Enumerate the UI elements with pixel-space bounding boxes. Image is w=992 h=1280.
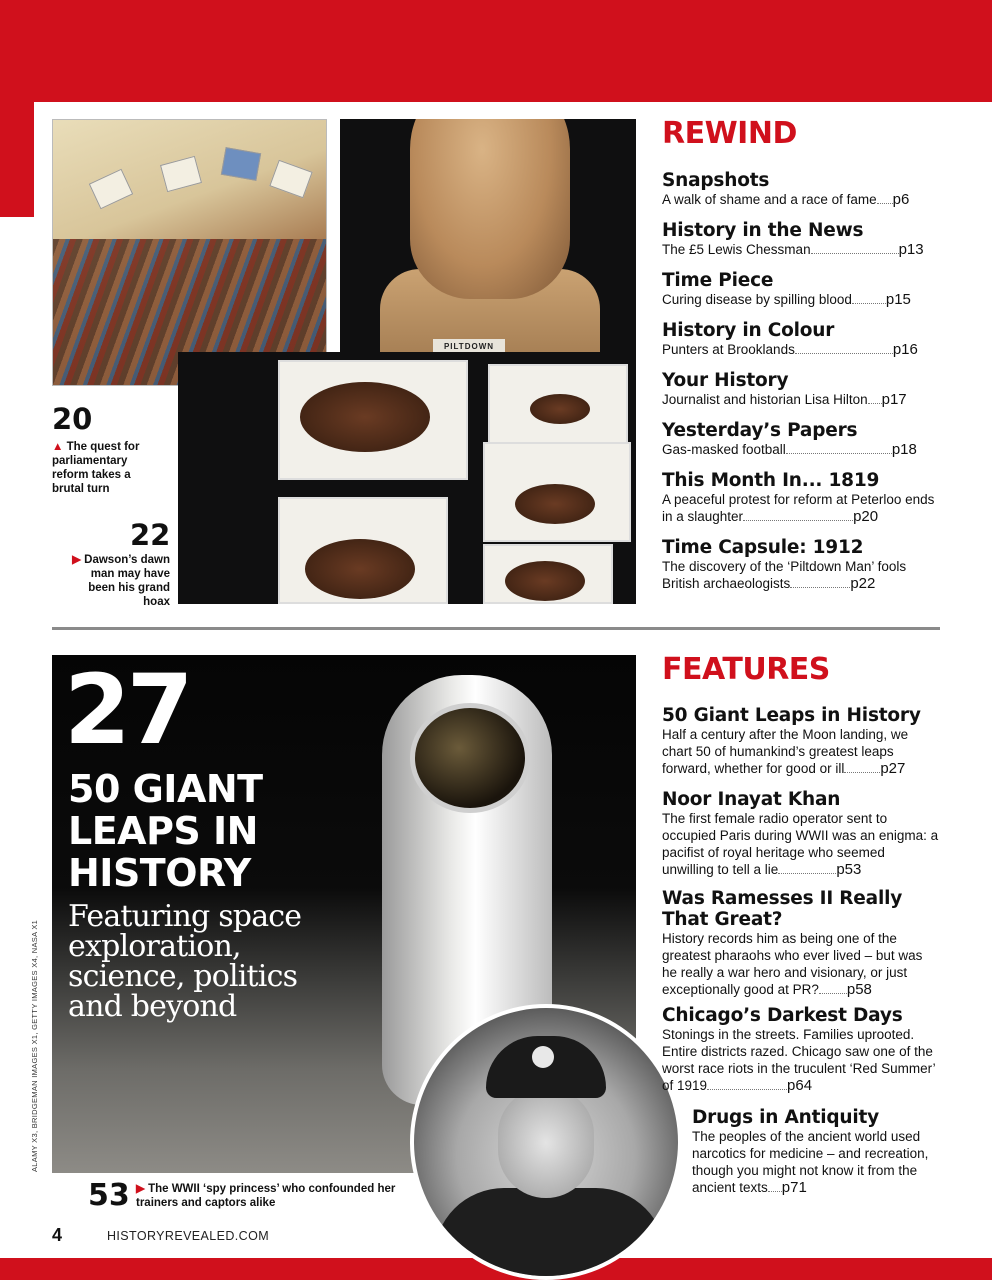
- entry-heading: History in the News: [662, 220, 864, 241]
- features-entry[interactable]: [662, 1005, 940, 1094]
- caption-22-text: Dawson’s dawn man may have been his grand hoax: [84, 554, 170, 608]
- website-link[interactable]: HISTORYREVEALED.COM: [107, 1229, 270, 1243]
- rewind-entry[interactable]: [662, 170, 940, 208]
- peterloo-illustration: [52, 119, 327, 386]
- caption-20-number: 20: [52, 402, 93, 436]
- entry-desc: Half a century after the Moon landing, we chart 50 of humankind’s greatest leaps forward, whether for good or ill: [662, 727, 909, 776]
- entry-desc: A walk of shame and a race of fame: [662, 192, 877, 207]
- caption-53-text: The WWII ‘spy princess’ who confounded her trainers and captors alike: [136, 1183, 396, 1209]
- entry-heading: 50 Giant Leaps in History: [662, 705, 921, 726]
- noor-inayat-khan-portrait: [410, 1004, 682, 1280]
- entry-page: p53: [836, 861, 862, 878]
- red-header-band: [0, 0, 992, 102]
- features-entry[interactable]: [662, 888, 923, 998]
- rewind-entry[interactable]: [662, 220, 940, 258]
- entry-desc: The £5 Lewis Chessman: [662, 242, 811, 257]
- entry-desc: The discovery of the ‘Piltdown Man’ fools British archaeologists: [662, 559, 907, 591]
- feature-number: 27: [64, 654, 190, 766]
- entry-page: p71: [781, 1179, 807, 1196]
- entry-page: p13: [898, 241, 924, 258]
- entry-desc: Journalist and historian Lisa Hilton: [662, 392, 868, 407]
- triangle-right-icon: ▶: [72, 554, 81, 566]
- piltdown-plaque: PILTDOWN: [433, 339, 505, 355]
- features-entry[interactable]: [662, 789, 940, 878]
- triangle-right-icon: ▶: [136, 1183, 145, 1195]
- features-entry[interactable]: [662, 705, 940, 777]
- image-credits: ALAMY X3, BRIDGEMAN IMAGES X1, GETTY IMAGES X4, NASA X1: [30, 919, 39, 1172]
- entry-heading: History in Colour: [662, 320, 835, 341]
- entry-heading: Yesterday’s Papers: [662, 420, 858, 441]
- section-divider: [52, 627, 940, 630]
- entry-desc: Gas-masked football: [662, 442, 786, 457]
- rewind-entry[interactable]: [662, 470, 940, 525]
- triangle-up-icon: ▲: [52, 441, 64, 453]
- entry-page: p15: [885, 291, 911, 308]
- entry-page: p27: [880, 760, 906, 777]
- entry-heading: Was Ramesses II Really That Great?: [662, 888, 903, 930]
- entry-page: p22: [850, 575, 876, 592]
- entry-desc: Punters at Brooklands: [662, 342, 795, 357]
- red-side-band: [0, 102, 34, 217]
- entry-page: p20: [853, 508, 879, 525]
- feature-title: 50 GIANT LEAPS IN HISTORY: [68, 767, 263, 895]
- piltdown-bust-photo: [340, 119, 636, 369]
- rewind-entry[interactable]: [662, 370, 940, 408]
- entry-desc: The peoples of the ancient world used narcotics for medicine – and recreation, though you might not know it from the ancient texts: [692, 1129, 929, 1195]
- entry-heading: Chicago’s Darkest Days: [662, 1005, 903, 1026]
- caption-20: [52, 440, 162, 496]
- entry-page: p18: [891, 441, 917, 458]
- caption-53: [136, 1182, 406, 1210]
- piltdown-fragments-photo: [178, 352, 636, 604]
- rewind-entry[interactable]: [662, 320, 940, 358]
- entry-page: p17: [881, 391, 907, 408]
- entry-heading: Noor Inayat Khan: [662, 789, 841, 810]
- entry-page: p16: [892, 341, 918, 358]
- caption-53-number: 53: [88, 1178, 130, 1213]
- entry-heading: Time Capsule: 1912: [662, 537, 864, 558]
- entry-heading: Snapshots: [662, 170, 770, 191]
- entry-heading: This Month In... 1819: [662, 470, 880, 491]
- features-entry[interactable]: [692, 1107, 940, 1196]
- entry-heading: Drugs in Antiquity: [692, 1107, 880, 1128]
- entry-desc: Curing disease by spilling blood: [662, 292, 852, 307]
- entry-desc: A peaceful protest for reform at Peterloo ends in a slaughter: [662, 492, 935, 524]
- entry-heading: Time Piece: [662, 270, 774, 291]
- entry-page: p6: [892, 191, 910, 208]
- rewind-entry[interactable]: [662, 270, 940, 308]
- entry-heading: Your History: [662, 370, 789, 391]
- entry-desc: History records him as being one of the greatest pharaohs who ever lived – but was he really a war hero and visionary, or just exceptionally good at PR?: [662, 931, 923, 997]
- entry-desc: Stonings in the streets. Families uprooted. Entire districts razed. Chicago saw one of the worst race riots in the truculent ‘Red Summer’ of 1919: [662, 1027, 936, 1093]
- entry-page: p58: [846, 981, 872, 998]
- caption-22-number: 22: [130, 518, 171, 552]
- rewind-title: REWIND: [662, 116, 797, 151]
- rewind-entry[interactable]: [662, 420, 940, 458]
- entry-desc: The first female radio operator sent to occupied Paris during WWII was an enigma: a pacifist of royal heritage who seemed unwilling to tell a lie: [662, 811, 939, 877]
- entry-page: p64: [787, 1077, 813, 1094]
- features-title: FEATURES: [662, 652, 830, 687]
- rewind-entry[interactable]: [662, 537, 940, 592]
- feature-subtitle: Featuring space exploration, science, politics and beyond: [68, 899, 302, 1024]
- caption-20-text: The quest for parliamentary reform takes a brutal turn: [52, 441, 140, 495]
- page-number: 4: [52, 1225, 63, 1245]
- caption-22: [70, 553, 170, 609]
